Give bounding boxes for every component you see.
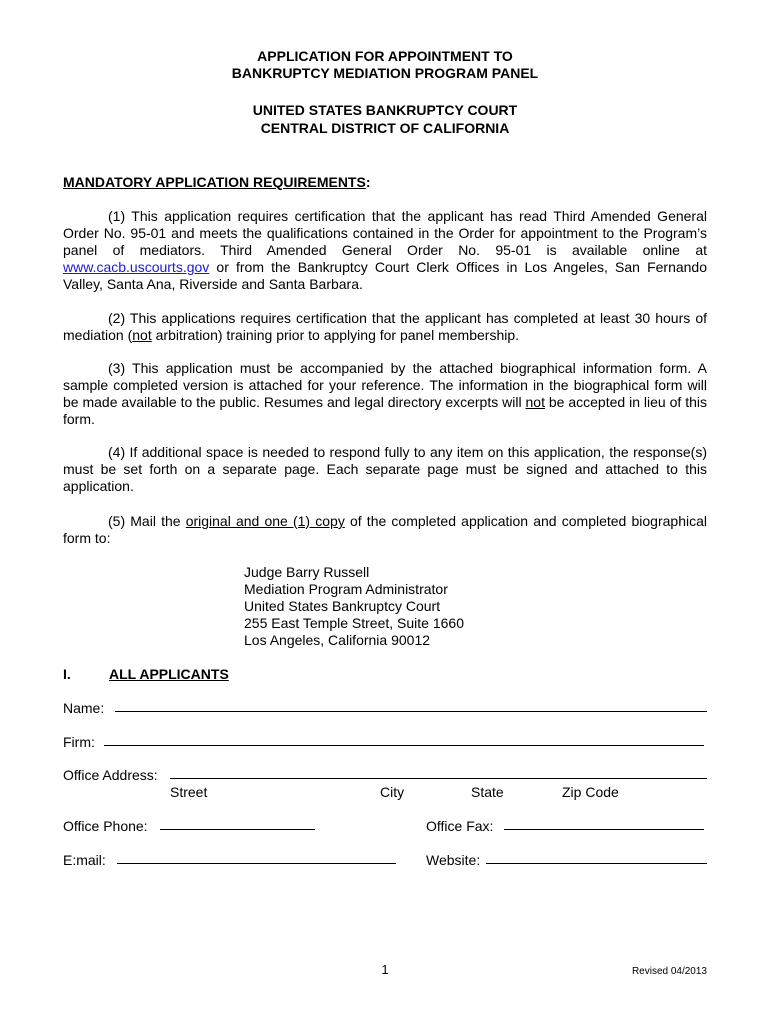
court-website-link[interactable]: www.cacb.uscourts.gov [63, 259, 210, 275]
office-fax-label: Office Fax: [426, 818, 494, 834]
form-title-line-1: APPLICATION FOR APPOINTMENT TO [257, 48, 513, 64]
address-line-3: United States Bankruptcy Court [244, 598, 441, 614]
requirement-4-text: (4) If additional space is needed to respond fully to any item on this application, the response(s) must be set forth on a separate page. Each separate page must be signed and attached to this application. [63, 444, 707, 494]
city-label: City [380, 784, 405, 800]
requirement-3-emphasis: not [525, 394, 545, 410]
requirement-1 [63, 208, 707, 293]
requirements-heading-text: MANDATORY APPLICATION REQUIREMENTS [63, 174, 366, 190]
office-fax-field[interactable] [504, 829, 704, 830]
requirement-2-text-end: arbitration) training prior to applying for panel membership. [151, 327, 520, 343]
name-label: Name: [63, 700, 105, 716]
address-line-4: 255 East Temple Street, Suite 1660 [244, 615, 464, 631]
page-number: 1 [381, 962, 389, 977]
requirement-2-emphasis: not [132, 327, 152, 343]
office-phone-label: Office Phone: [63, 818, 148, 834]
requirement-2 [63, 310, 707, 344]
requirements-heading [63, 174, 371, 190]
requirement-1-text-end: or from the Bankruptcy Court Clerk Offices in Los Angeles, San Fernando Valley, Santa Ana, Riverside and Santa Barbara. [63, 259, 707, 292]
office-address-field[interactable] [170, 778, 707, 779]
firm-label: Firm: [63, 734, 95, 750]
state-label: State [471, 784, 504, 800]
requirements-heading-colon: : [365, 174, 371, 190]
website-label: Website: [426, 852, 481, 868]
address-line-2: Mediation Program Administrator [244, 581, 448, 597]
section-1-heading-text: ALL APPLICANTS [109, 666, 229, 682]
zip-code-label: Zip Code [562, 784, 619, 800]
requirement-5-text: (5) Mail the [108, 513, 186, 529]
requirement-5-emphasis: original and one (1) copy [185, 513, 345, 529]
revision-date: Revised 04/2013 [631, 966, 707, 977]
requirement-1-text: (1) This application requires certification that the applicant has read Third Amended General Order No. 95-01 and meets the qualifications contained in the Order for appointment to the Program’s panel of mediators. Third Amended General Order No. 95-01 is available online at [63, 208, 707, 258]
requirement-3-text: (3) This application must be accompanied by the attached biographical information form. A sample completed version is attached for your reference. The information in the biographical form will be made available to the public. Resumes and legal directory excerpts will [63, 360, 707, 410]
section-1-heading [109, 666, 229, 682]
street-label: Street [170, 784, 208, 800]
office-phone-field[interactable] [160, 829, 315, 830]
court-name-line-1: UNITED STATES BANKRUPTCY COURT [252, 102, 518, 118]
court-name-line-2: CENTRAL DISTRICT OF CALIFORNIA [260, 120, 510, 136]
name-field[interactable] [115, 711, 707, 712]
website-field[interactable] [486, 863, 707, 864]
firm-field[interactable] [104, 745, 704, 746]
address-line-1: Judge Barry Russell [244, 564, 370, 580]
address-line-5: Los Angeles, California 90012 [244, 632, 431, 648]
requirement-2-text: (2) This applications requires certification that the applicant has completed at least 30 hours of mediation ( [63, 310, 707, 343]
requirement-3-text-end: be accepted in lieu of this form. [63, 394, 707, 427]
email-label: E:mail: [63, 852, 106, 868]
requirement-5-text-end: of the completed application and completed biographical form to: [63, 513, 707, 546]
email-field[interactable] [117, 863, 396, 864]
requirement-4 [63, 444, 707, 495]
form-title-line-2: BANKRUPTCY MEDIATION PROGRAM PANEL [231, 65, 539, 81]
section-1-number: I. [63, 666, 71, 682]
requirement-3 [63, 360, 707, 428]
requirement-5 [63, 513, 707, 547]
office-address-label: Office Address: [63, 767, 158, 783]
mailing-address [244, 564, 464, 649]
